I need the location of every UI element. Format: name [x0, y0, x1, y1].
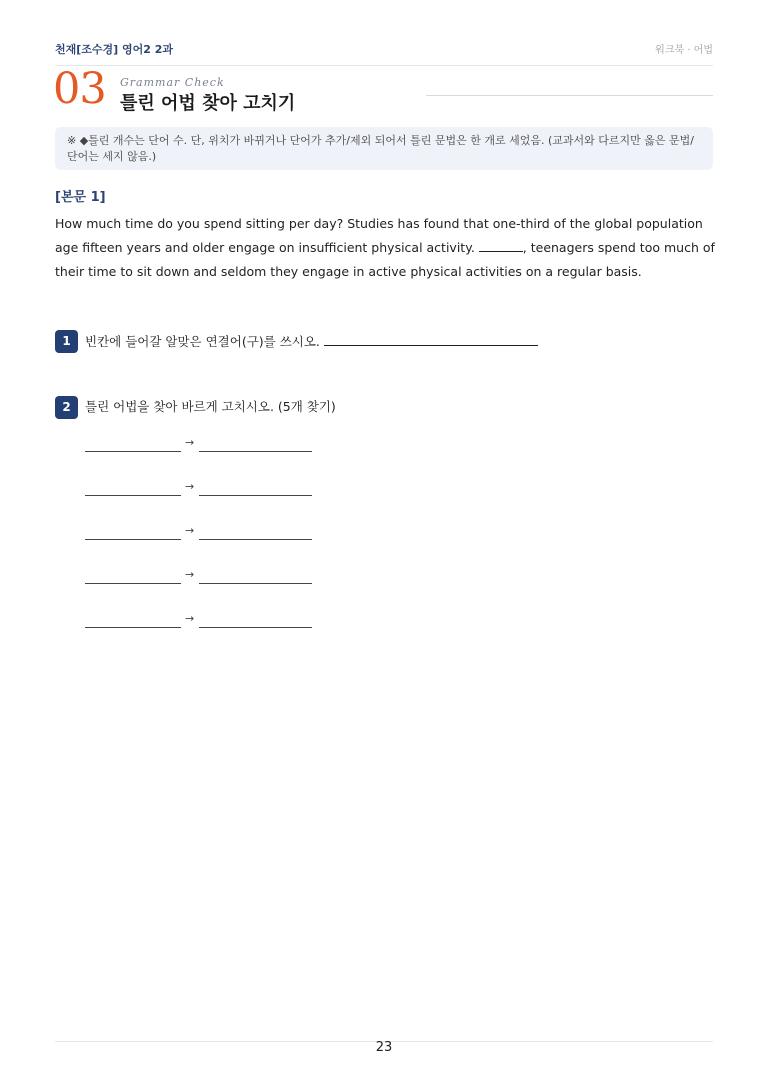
passage-heading: [본문 1]: [55, 190, 106, 205]
page-title: 틀린 어법 찾아 고치기: [120, 93, 296, 114]
answer-row: [85, 568, 315, 585]
question-1: [85, 331, 538, 350]
correction-line[interactable]: [199, 439, 312, 452]
correction-line[interactable]: [199, 571, 312, 584]
correction-line[interactable]: [199, 615, 312, 628]
header-bar: [55, 41, 713, 66]
arrow-right-icon: →: [185, 568, 195, 581]
passage-part-1: How much time do you spend sitting per day? Studies has found that one-third of the global population age fifteen years and older engage on insufficient physical activity.: [55, 216, 703, 255]
title-divider: [426, 95, 713, 96]
wrong-expression-line[interactable]: [85, 527, 181, 540]
arrow-right-icon: →: [185, 612, 195, 625]
question-2-text: 틀린 어법을 찾아 바르게 고치시오. (5개 찾기): [85, 399, 336, 414]
correction-line[interactable]: [199, 527, 312, 540]
arrow-right-icon: →: [185, 524, 195, 537]
wrong-expression-line[interactable]: [85, 615, 181, 628]
course-label: 천재[조수경] 영어2 2과: [55, 43, 174, 56]
question-1-text: 빈칸에 들어갈 알맞은 연결어(구)를 쓰시오.: [85, 334, 320, 349]
passage-text: [55, 212, 715, 284]
wrong-expression-line[interactable]: [85, 439, 181, 452]
arrow-right-icon: →: [185, 480, 195, 493]
correction-line[interactable]: [199, 483, 312, 496]
section-label: 워크북 · 어법: [655, 45, 713, 56]
answer-row: [85, 480, 315, 497]
wrong-expression-line[interactable]: [85, 571, 181, 584]
answer-row: [85, 612, 315, 629]
section-number: 03: [53, 64, 106, 114]
instruction-note: [55, 127, 713, 170]
instruction-note-text: ※ ◆틀린 개수는 단어 수. 단, 위치가 바뀌거나 단어가 추가/제외 되어서 틀린 문법은 한 개로 세었음. (교과서와 다르지만 옳은 문법/단어는 세지 않음.): [67, 134, 694, 163]
question-2-number: 2: [55, 396, 78, 419]
section-english-title: Grammar Check: [120, 76, 225, 89]
passage-blank[interactable]: [479, 237, 523, 252]
answer-row: [85, 524, 315, 541]
passage-part-2: , teenagers spend too much of their time to sit down and seldom they engage in active physical activities on a regular basis.: [55, 240, 715, 279]
page-number: 23: [375, 1040, 393, 1055]
arrow-right-icon: →: [185, 436, 195, 449]
answer-row: [85, 436, 315, 453]
wrong-expression-line[interactable]: [85, 483, 181, 496]
question-1-answer-line[interactable]: [324, 331, 538, 346]
question-1-number: 1: [55, 330, 78, 353]
